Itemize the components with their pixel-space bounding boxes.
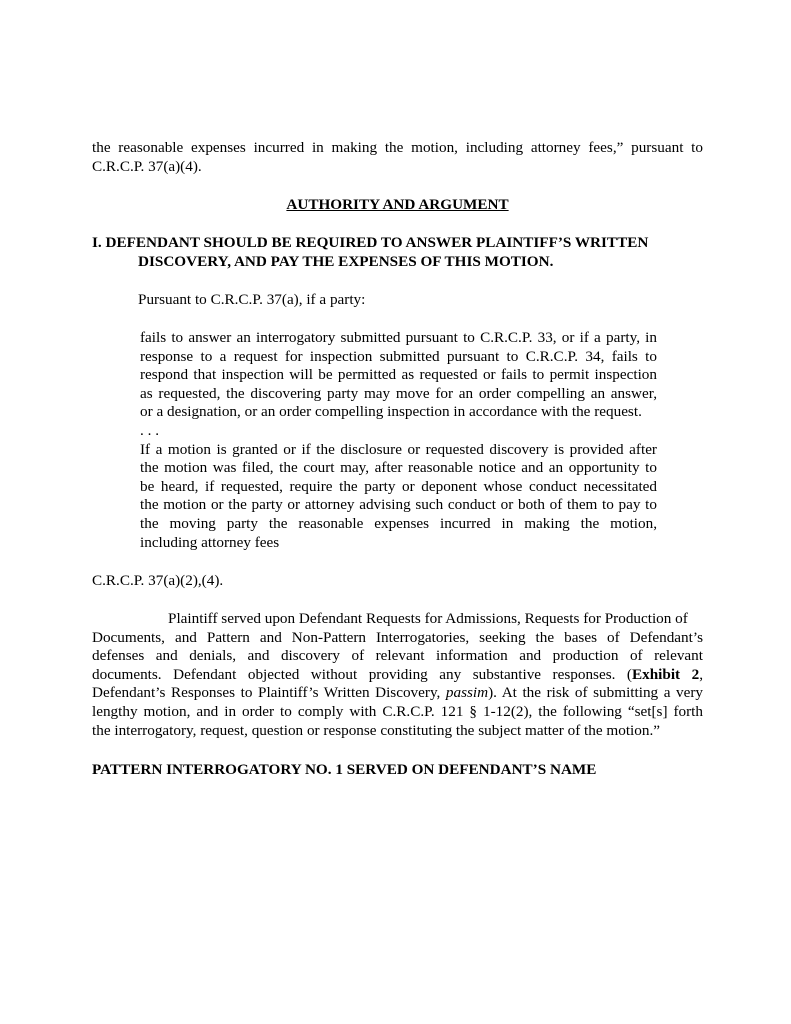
para-line-3: defenses and denials, and discovery of relevant information and production of relevant: [92, 647, 703, 665]
para-line-4: [92, 666, 703, 685]
quote1-line: as requested, the discovering party may move for an order compelling an answer,: [140, 384, 657, 402]
section-heading: AUTHORITY AND ARGUMENT: [286, 196, 509, 213]
ellipsis: . . .: [140, 421, 159, 439]
intro-paragraph: [92, 139, 703, 176]
para-line-6: lengthy motion, and in order to comply with C.R.C.P. 121 § 1-12(2), the following “set[s] forth: [92, 702, 703, 720]
para-line-1: Plaintiff served upon Defendant Requests for Admissions, Requests for Production of: [168, 610, 688, 627]
quote1-line: respond that inspection will be permitted as requested or fails to permit inspection: [140, 366, 657, 384]
quote2-line: including attorney fees: [140, 533, 280, 551]
quote1-line: response to a request for inspection submitted pursuant to C.R.C.P. 34, fails to: [140, 347, 657, 365]
para-line-5-text: Defendant’s Responses to Plaintiff’s Written Discovery,: [92, 684, 446, 702]
quote2-line: the moving party the reasonable expenses incurred in making the motion,: [140, 514, 657, 532]
point-heading-line-1: I. DEFENDANT SHOULD BE REQUIRED TO ANSWER PLAINTIFF’S WRITTEN: [92, 234, 649, 251]
main-paragraph: [92, 610, 703, 740]
para-line-2: Documents, and Pattern and Non-Pattern Interrogatories, seeking the bases of Defendant’s: [92, 628, 703, 646]
block-quote-1: [140, 329, 657, 552]
intro-line-2: C.R.C.P. 37(a)(4).: [92, 157, 202, 175]
exhibit-reference: Exhibit 2: [631, 665, 700, 683]
pursuant-line: Pursuant to C.R.C.P. 37(a), if a party:: [138, 291, 366, 308]
quote2-line: the motion or the party or attorney advising such conduct or both of them to pay to: [140, 496, 657, 514]
para-line-4-text: documents. Defendant objected without providing any substantive responses. (: [92, 665, 632, 683]
para-line-4-tail: ,: [699, 665, 703, 683]
quote1-line: or a designation, or an order compelling inspection in accordance with the request.: [140, 403, 642, 421]
interrogatory-heading: PATTERN INTERROGATORY NO. 1 SERVED ON DEFENDANT’S NAME: [92, 761, 597, 778]
point-heading: [92, 234, 703, 271]
quote2-line: the motion was filed, the court may, after reasonable notice and an opportunity to: [140, 459, 657, 477]
quote2-line: If a motion is granted or if the disclosure or requested discovery is provided after: [140, 440, 657, 458]
passim-italic: passim: [445, 684, 489, 702]
intro-line-1: the reasonable expenses incurred in making the motion, including attorney fees,” pursuant to: [92, 139, 703, 156]
quote2-line: be heard, if requested, require the party or deponent whose conduct necessitated: [140, 477, 657, 495]
quote1-line: fails to answer an interrogatory submitted pursuant to C.R.C.P. 33, or if a party, in: [140, 329, 657, 346]
para-line-7: the interrogatory, request, question or response constituting the subject matter of the motion.”: [92, 721, 660, 739]
para-line-5: [92, 684, 703, 703]
point-heading-line-2: DISCOVERY, AND PAY THE EXPENSES OF THIS MOTION.: [138, 252, 554, 270]
citation: C.R.C.P. 37(a)(2),(4).: [92, 572, 224, 589]
para-line-5-tail: ). At the risk of submitting a very: [488, 684, 703, 702]
